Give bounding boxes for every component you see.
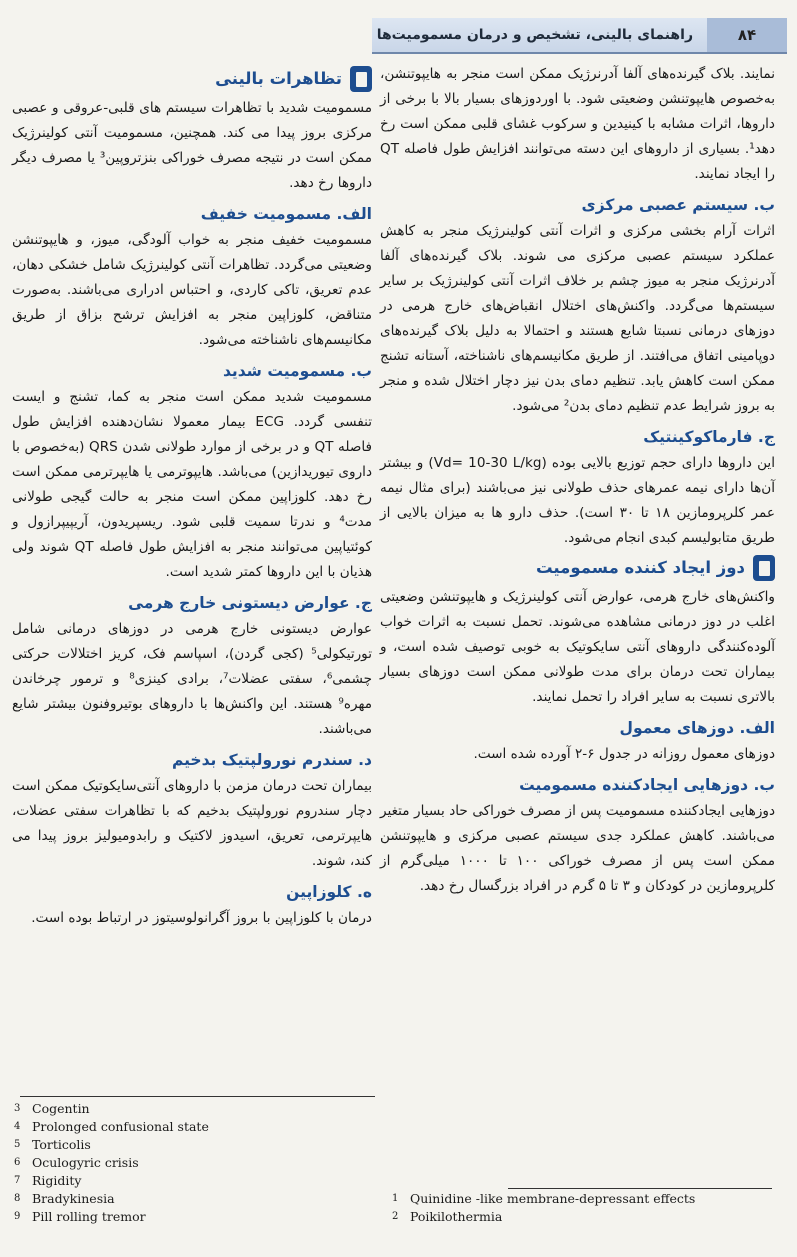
footnotes-left: [14, 1100, 364, 1226]
clinical-heading: تظاهرات بالینی: [215, 69, 342, 88]
nms-heading: د. سندرم نورولپتیک بدخیم: [171, 751, 372, 769]
toxic-dose-box-heading: [380, 555, 775, 581]
toxic-doses-heading: ب. دوزهایی ایجادکننده مسمومیت: [519, 776, 775, 794]
footnote-rule-left: [20, 1096, 375, 1097]
footnote-number: 4: [14, 1121, 21, 1132]
footnote: [392, 1208, 772, 1226]
phone-book-icon: [753, 555, 775, 581]
right-column: [380, 62, 775, 903]
footnote-number: 6: [14, 1157, 21, 1168]
severe-heading: ب. مسمومیت شدید: [222, 362, 372, 380]
footnote-number: 2: [392, 1211, 399, 1222]
footnote: [14, 1208, 364, 1226]
toxic-dose-paragraph: واکنش‌های خارج هرمی، عوارض آنتی کولینرژیک و هایپوتنشن وضعیتی اغلب در دوز درمانی مشاهده می‌شوند. تحمل نسبت به اثرات خواب آلوده‌کنندگی داروهای آنتی سایکوتیک به خوبی توصیف شده است، و بیماران تحت درمان برای مدت طولانی ممکن است دوزهای بسیار بالاتری نسبت به سایر افراد را تحمل نمایند.: [380, 589, 775, 705]
cns-heading: ب. سیستم عصبی مرکزی: [581, 196, 775, 214]
eps-heading: ج. عوارض دیستونی خارج هرمی: [128, 594, 372, 612]
footnote-text: Poikilothermia: [410, 1209, 503, 1224]
footnote-number: 9: [14, 1211, 21, 1222]
footnote-text: Pill rolling tremor: [32, 1209, 146, 1224]
footnote-number: 1: [392, 1193, 399, 1204]
footnote-number: 5: [14, 1139, 21, 1150]
running-title: راهنمای بالینی، تشخیص و درمان مسمومیت‌ها: [376, 27, 693, 43]
mild-heading: الف. مسمومیت خفیف: [200, 205, 372, 223]
footnote: [14, 1154, 364, 1172]
toxic-dose-heading: دوز ایجاد کننده مسمومیت: [535, 558, 745, 577]
clozapine-paragraph: درمان با کلوزاپین با بروز آگرانولوسیتوز در ارتباط بوده است.: [31, 910, 372, 926]
clipboard-icon: [350, 66, 372, 92]
footnote: [14, 1172, 364, 1190]
usual-dose-paragraph: دوزهای معمول روزانه در جدول ۶-۲ آورده شده است.: [473, 746, 775, 762]
cns-paragraph: اثرات آرام بخشی مرکزی و اثرات آنتی کولینرژیک منجر به کاهش عملکرد سیستم عصبی مرکزی می شوند. بلاک گیرنده‌های آلفا آدرنرژیک منجر به میوز چشم بر خلاف اثرات آنتی کولینرژیک بر سایر سیستم‌ها می‌گردد. واکنش‌های اختلال انقباض‌های خارج هرمی در دوزهای درمانی نسبتا شایع هستند و احتمالا به دلیل بلاک گیرنده‌های دوپامینی اتفاق می‌افتند. از طریق مکانیسم‌های ناشناخته، آستانه تشنج ممکن است کاهش یابد. تنظیم دمای بدن نیز دچار اختلال شده و منجر به بروز شرایط عدم تنظیم دمای بدن² می‌شود.: [380, 223, 775, 414]
severe-paragraph: مسمومیت شدید ممکن است منجر به کما، تشنج و ایست تنفسی گردد. ECG بیمار معمولا نشان‌دهنده افزایش طول فاصله QT و در برخی از موارد طولانی شدن QRS (به‌خصوص با داروی تیوریدازین) می‌باشد. هایپوترمی یا هایپرترمی ممکن است رخ دهد. کلوزاپین ممکن است منجر به حالت گیجی طولانی مدت⁴ و ندرتا سمیت قلبی شود. ریسپریدون، آریپیپرازول و کوئتیاپین می‌توانند منجر به افزایش طول فاصله QT شوند ولی هذیان با این داروها کمتر شدید است.: [12, 389, 373, 580]
page-number: ۸۴: [707, 18, 787, 52]
footnote: [14, 1136, 364, 1154]
footnote-rule-right: [508, 1188, 772, 1189]
footnote-text: Cogentin: [32, 1101, 90, 1116]
footnote: [14, 1118, 364, 1136]
footnote-number: 3: [14, 1103, 21, 1114]
footnote-text: Oculogyric crisis: [32, 1155, 139, 1170]
clinical-box-heading: [12, 66, 372, 92]
footnote: [392, 1190, 772, 1208]
footnotes-right: [392, 1190, 772, 1226]
pharmacokinetics-paragraph: این داروها دارای حجم توزیع بالایی بوده (Vd= 10-30 L/kg) و بیشتر آن‌ها دارای نیمه عمرهای حذف طولانی نیز می‌باشند (برای مثال نیمه عمر کلرپرومازین ۱۸ تا ۳۰ است). حذف دارو ها به میزان بالایی از طریق متابولیسم کبدی انجام می‌شود.: [380, 455, 775, 546]
clozapine-heading: ه. کلوزاپین: [286, 883, 372, 901]
clinical-paragraph: مسمومیت شدید با تظاهرات سیستم های قلبی-عروقی و عصبی مرکزی بروز پیدا می کند. همچنین، مسمومیت آنتی کولینرژیک ممکن است در نتیجه مصرف خوراکی بنزتروپین³ یا مصرف دیگر داروها رخ دهد.: [12, 100, 372, 191]
footnote-number: 8: [14, 1193, 21, 1204]
footnote-text: Quinidine -like membrane-depressant effects: [410, 1191, 696, 1206]
footnote-text: Rigidity: [32, 1173, 82, 1188]
page-header: [372, 18, 787, 54]
mild-paragraph: مسمومیت خفیف منجر به خواب آلودگی، میوز، و هایپوتنشن وضعیتی می‌گردد. تظاهرات آنتی کولینرژیک شامل خشکی دهان، عدم تعریق، تاکی کاردی، و احتباس ادراری می‌باشند. به‌صورت متناقض، کلوزاپین منجر به افزایش ترشح بزاق از طریق مکانیسم‌های ناشناخته می‌شود.: [12, 232, 372, 348]
footnote-text: Torticolis: [32, 1137, 91, 1152]
left-column: [12, 62, 372, 935]
eps-paragraph: عوارض دیستونی خارج هرمی در دوزهای درمانی شامل تورتیکولی⁵ (کجی گردن)، اسپاسم فک، کریز اختلالات حرکتی چشمی⁶، سفتی عضلات⁷، برادی کینزی⁸ و ترمور چرخاندن مهره⁹ هستند. این واکنش‌ها با داروهای بوتیروفنون بیشتر شایع می‌باشند.: [12, 621, 373, 737]
pharmacokinetics-heading: ج. فارماکوکینتیک: [643, 428, 775, 446]
footnote-text: Bradykinesia: [32, 1191, 115, 1206]
footnote-number: 7: [14, 1175, 21, 1186]
toxic-doses-paragraph: دوزهایی ایجادکننده مسمومیت پس از مصرف خوراکی حاد بسیار متغیر می‌باشند. کاهش عملکرد جدی سیستم عصبی مرکزی و هایپوتنشن ممکن است پس از مصرف خوراکی ۱۰۰ تا ۱۰۰۰ میلی‌گرم از کلرپرومازین در کودکان و ۳ تا ۵ گرم در افراد بزرگسال رخ دهد.: [380, 803, 775, 894]
usual-dose-heading: الف. دوزهای معمول: [619, 719, 775, 737]
footnote-text: Prolonged confusional state: [32, 1119, 209, 1134]
footnote: [14, 1190, 364, 1208]
intro-paragraph: نمایند. بلاک گیرنده‌های آلفا آدرنرژیک ممکن است منجر به هایپوتنشن، به‌خصوص هایپوتنشن وضعیتی شود. با اوردوزهای بسیار بالا با برخی از داروها، اثرات مشابه با کینیدین و سرکوب غشای قلبی ممکن است رخ دهد¹. بسیاری از داروهای این دسته می‌توانند افزایش طول فاصله QT را ایجاد نمایند.: [380, 66, 775, 182]
nms-paragraph: بیماران تحت درمان مزمن با داروهای آنتی‌سایکوتیک ممکن است دچار سندروم نورولپتیک بدخیم که با تظاهرات سفتی عضلات، هایپرترمی، تعریق، اسیدوز لاکتیک و رابدومیولیز بروز پیدا می کند، شوند.: [12, 778, 372, 869]
footnote: [14, 1100, 364, 1118]
